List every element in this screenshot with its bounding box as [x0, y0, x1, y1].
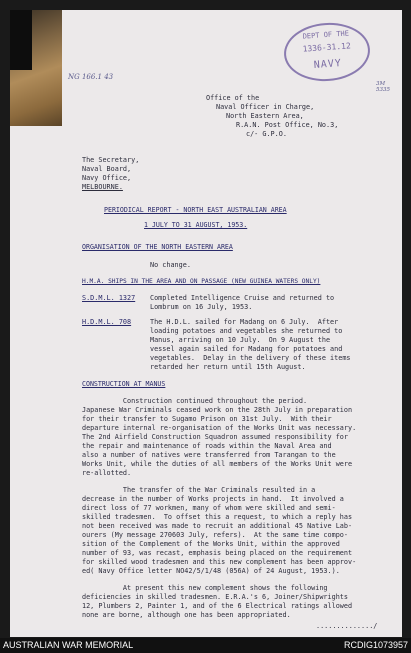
handwritten-file-reference: NG 166.1 43 — [68, 73, 114, 81]
paragraph-line: At present this new complement shows the following — [82, 584, 328, 592]
paragraph-line: re-allotted. — [82, 469, 132, 477]
sender-line: R.A.N. Post Office, No.3, — [236, 121, 339, 129]
archive-record-id: RCDIG1073957 — [343, 640, 408, 650]
paragraph-line: none are borne, although one has been appropriated. — [82, 611, 291, 619]
sender-line: Office of the — [206, 94, 260, 102]
section-heading-organisation: ORGANISATION OF THE NORTH EASTERN AREA — [82, 243, 233, 251]
paragraph-line: Construction continued throughout the period. — [82, 397, 308, 405]
stamp-line-1: DEPT OF THE — [302, 29, 350, 41]
stamp-line-2: 1336-31.12 — [302, 41, 352, 54]
sender-line: c/- G.P.O. — [246, 130, 287, 138]
paragraph-line: for their transfer to Sugamo Prison on 31st July. With their — [82, 415, 332, 423]
archive-name: AUSTRALIAN WAR MEMORIAL — [3, 640, 134, 650]
sdml-text-line: Completed Intelligence Cruise and returned to — [150, 294, 335, 302]
paragraph-line: departure internal re-organisation of the Works Unit was necessary. — [82, 424, 357, 432]
hdml-text-line: retarded her return until 15th August. — [150, 363, 306, 371]
paragraph-line: Works Unit, while the duties of all members of the Works Unit were — [82, 460, 353, 468]
paragraph-line: also a number of natives were transferred from Tarangan to the — [82, 451, 336, 459]
section-heading-ships: H.M.A. SHIPS IN THE AREA AND ON PASSAGE (NEW GUINEA WATERS ONLY) — [82, 278, 321, 285]
paragraph-line: not been received was made to recruit an additional 45 Native Lab- — [82, 522, 353, 530]
report-period: 1 JULY TO 31 AUGUST, 1953. — [144, 221, 248, 229]
recipient-line: The Secretary, — [82, 156, 140, 164]
report-title: PERIODICAL REPORT - NORTH EAST AUSTRALIAN AREA — [104, 206, 287, 214]
torn-corner — [10, 10, 32, 70]
paragraph-line: decrease in the number of Works projects in hand. It involved a — [82, 495, 344, 503]
hdml-text-line: vegetables. Delay in the delivery of these items — [150, 354, 351, 362]
paragraph-line: The transfer of the War Criminals resulted in a — [82, 486, 316, 494]
paragraph-line: skilled tradesmen. To offset this a request, to which a reply has — [82, 513, 353, 521]
paragraph-line: ourers (My message 270603 July, refers). At the same time compo- — [82, 531, 348, 539]
sender-line: Naval Officer in Charge, — [216, 103, 315, 111]
recipient-line: Naval Board, — [82, 165, 132, 173]
paragraph-line: The 2nd Airfield Construction Squadron assumed responsibility for — [82, 433, 348, 441]
sender-line: North Eastern Area, — [226, 112, 304, 120]
recipient-line: Navy Office, — [82, 174, 132, 182]
stamp-line-3: NAVY — [313, 58, 343, 71]
paragraph-line: ed( Navy Office letter NO42/5/1/48 (056A) of 24 August, 1953.). — [82, 567, 340, 575]
organisation-text: No change. — [150, 261, 191, 269]
paragraph-line: for skilled wood tradesmen and this new complement has been approv- — [82, 558, 357, 566]
hdml-text-line: Manus, arriving on 10 July. On 9 August the — [150, 336, 331, 344]
paragraph-line: number of 93, was recast, emphasis being placed on the requirement — [82, 549, 353, 557]
paragraph-line: sition of the Complement of the Works Unit, within the approved — [82, 540, 340, 548]
continuation-mark: ............../ — [316, 622, 378, 630]
paragraph-line: deficiencies in skilled tradesmen. E.R.A.'s 6, Joiner/Shipwrights — [82, 593, 348, 601]
sdml-text-line: Lombrum on 16 July, 1953. — [150, 303, 253, 311]
hdml-text-line: The H.D.L. sailed for Madang on 6 July. After — [150, 318, 339, 326]
paragraph-line: direct loss of 77 workmen, many of whom were skilled and semi- — [82, 504, 336, 512]
navy-received-stamp — [282, 20, 372, 84]
recipient-city: MELBOURNE. — [82, 183, 123, 191]
paragraph-line: 12, Plumbers 2, Painter 1, and of the 6 Electrical ratings allowed — [82, 602, 353, 610]
vessel-label-sdml: S.D.M.L. 1327 — [82, 294, 136, 302]
archive-footer-bar — [0, 638, 411, 653]
paragraph-line: Japanese War Criminals ceased work on the 28th July in preparation — [82, 406, 353, 414]
document-page — [10, 10, 402, 637]
handwritten-margin-note: 3M 5335 — [376, 81, 390, 93]
hdml-text-line: loading potatoes and vegetables she returned to — [150, 327, 343, 335]
vessel-label-hdml: H.D.M.L. 708 — [82, 318, 132, 326]
hdml-text-line: vessel again sailed for Madang for potatoes and — [150, 345, 343, 353]
paragraph-line: the repair and maintenance of roads within the Naval Area and — [82, 442, 332, 450]
section-heading-construction: CONSTRUCTION AT MANUS — [82, 380, 166, 388]
